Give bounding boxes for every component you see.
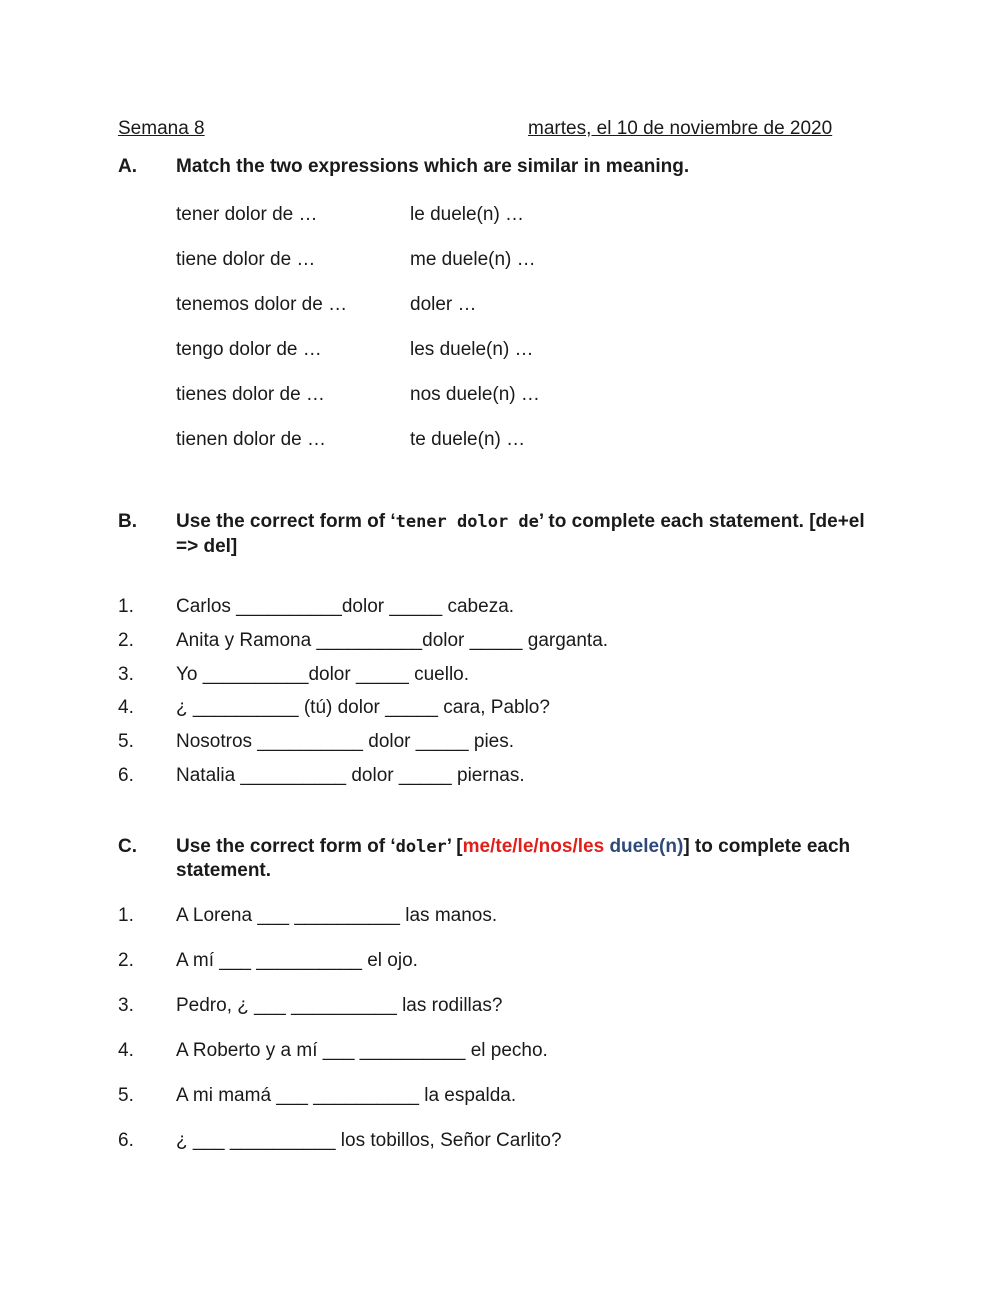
- fill-blank-statement: A Roberto y a mí ___ __________ el pecho.: [176, 1040, 548, 1061]
- match-left-item: tiene dolor de …: [176, 249, 316, 270]
- match-left-item: tengo dolor de …: [176, 339, 322, 360]
- match-right-item: te duele(n) …: [410, 429, 526, 450]
- item-number: 2.: [118, 950, 134, 971]
- item-number: 6.: [118, 1130, 134, 1151]
- fill-blank-statement: Carlos __________dolor _____ cabeza.: [176, 596, 515, 617]
- section-a-letter: A.: [118, 156, 137, 177]
- fill-blank-statement: A Lorena ___ __________ las manos.: [176, 905, 498, 926]
- match-left-item: tener dolor de …: [176, 204, 318, 225]
- doler-phrase: doler: [395, 837, 447, 857]
- item-number: 4.: [118, 1040, 134, 1061]
- fill-blank-statement: Nosotros __________ dolor _____ pies.: [176, 731, 515, 752]
- fill-blank-statement: A mí ___ __________ el ojo.: [176, 950, 418, 971]
- match-left-item: tenemos dolor de …: [176, 294, 348, 315]
- section-a-instruction: Match the two expressions which are similar in meaning.: [176, 156, 690, 177]
- section-c-instruction: Use the correct form of ‘doler’ [me/te/le/nos/les duele(n)] to complete each: [176, 836, 851, 857]
- fill-blank-statement: Yo __________dolor _____ cuello.: [176, 664, 470, 685]
- match-right-item: les duele(n) …: [410, 339, 534, 360]
- section-b-instruction-line2: => del]: [176, 536, 238, 557]
- match-right-item: nos duele(n) …: [410, 384, 540, 405]
- item-number: 4.: [118, 697, 134, 718]
- section-c-letter: C.: [118, 836, 137, 857]
- section-c-instruction-line2: statement.: [176, 860, 272, 881]
- match-right-item: doler …: [410, 294, 477, 315]
- item-number: 3.: [118, 664, 134, 685]
- fill-blank-statement: Pedro, ¿ ___ __________ las rodillas?: [176, 995, 503, 1016]
- fill-blank-statement: A mi mamá ___ __________ la espalda.: [176, 1085, 517, 1106]
- duele-blue: duele(n): [609, 836, 684, 857]
- item-number: 5.: [118, 1085, 134, 1106]
- match-left-item: tienes dolor de …: [176, 384, 325, 405]
- pronouns-red: me/te/le/nos/les: [462, 836, 605, 857]
- match-right-item: me duele(n) …: [410, 249, 536, 270]
- fill-blank-statement: ¿ ___ __________ los tobillos, Señor Carlito?: [176, 1130, 562, 1151]
- fill-blank-statement: ¿ __________ (tú) dolor _____ cara, Pablo?: [176, 697, 550, 718]
- item-number: 2.: [118, 630, 134, 651]
- fill-blank-statement: Natalia __________ dolor _____ piernas.: [176, 765, 525, 786]
- week-label: Semana 8: [118, 118, 205, 139]
- tener-dolor-de-phrase: tener dolor de: [395, 512, 539, 532]
- item-number: 5.: [118, 731, 134, 752]
- item-number: 1.: [118, 596, 134, 617]
- section-b-instruction: Use the correct form of ‘tener dolor de’ to complete each statement. [de+el: [176, 511, 865, 532]
- fill-blank-statement: Anita y Ramona __________dolor _____ garganta.: [176, 630, 609, 651]
- match-right-item: le duele(n) …: [410, 204, 525, 225]
- section-b-letter: B.: [118, 511, 137, 532]
- item-number: 6.: [118, 765, 134, 786]
- match-left-item: tienen dolor de …: [176, 429, 326, 450]
- date-label: martes, el 10 de noviembre de 2020: [528, 118, 833, 139]
- item-number: 3.: [118, 995, 134, 1016]
- item-number: 1.: [118, 905, 134, 926]
